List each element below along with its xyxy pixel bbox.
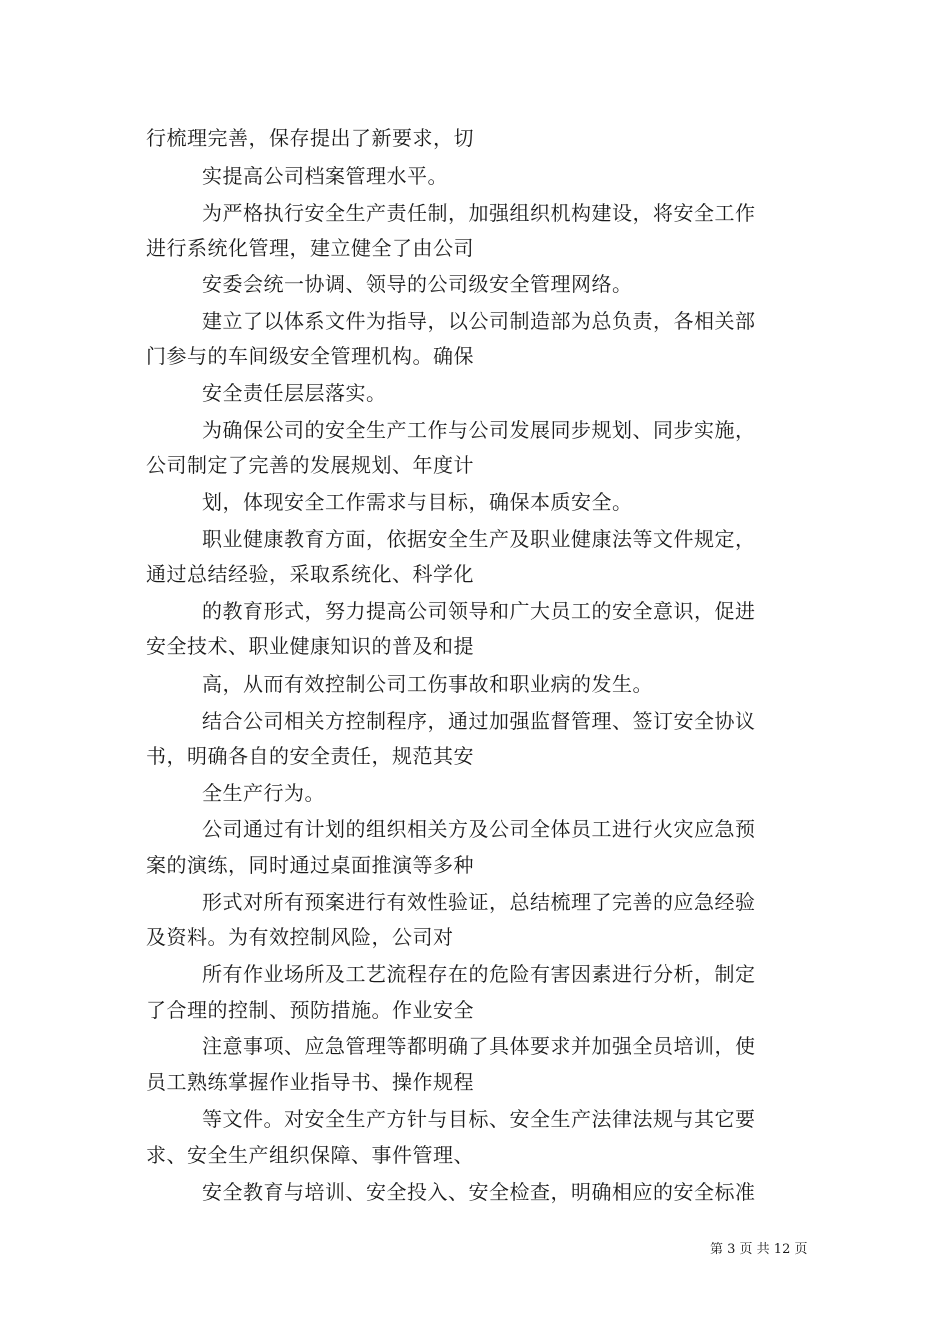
text-line-content: 所有作业场所及工艺流程存在的危险有害因素进行分析，制定 xyxy=(202,962,756,986)
text-line-content: 及资料。为有效控制风险，公司对 xyxy=(146,925,454,949)
text-line-content: 职业健康教育方面，依据安全生产及职业健康法等文件规定， xyxy=(202,527,756,551)
text-line-content: 安全教育与培训、安全投入、安全检查，明确相应的安全标准 xyxy=(202,1180,756,1204)
text-line-content: 划，体现安全工作需求与目标，确保本质安全。 xyxy=(202,490,633,514)
text-line-content: 通过总结经验，采取系统化、科学化 xyxy=(146,562,474,586)
text-line-content: 案的演练，同时通过桌面推演等多种 xyxy=(146,853,474,877)
text-line-content: 全生产行为。 xyxy=(202,781,325,805)
text-line-content: 门参与的车间级安全管理机构。确保 xyxy=(146,344,474,368)
text-line-content: 了合理的控制、预防措施。作业安全 xyxy=(146,998,474,1022)
text-line-content: 进行系统化管理，建立健全了由公司 xyxy=(146,236,474,260)
text-line-content: 为确保公司的安全生产工作与公司发展同步规划、同步实施， xyxy=(202,418,756,442)
text-line-content: 安委会统一协调、领导的公司级安全管理网络。 xyxy=(202,272,633,296)
text-line-content: 为严格执行安全生产责任制，加强组织机构建设，将安全工作 xyxy=(202,201,756,225)
text-line-content: 的教育形式，努力提高公司领导和广大员工的安全意识，促进 xyxy=(202,599,756,623)
page-number: 第 3 页 共 12 页 xyxy=(710,1242,808,1257)
text-line-content: 实提高公司档案管理水平。 xyxy=(202,164,448,188)
text-line-content: 高，从而有效控制公司工伤事故和职业病的发生。 xyxy=(202,672,653,696)
text-line-content: 结合公司相关方控制程序，通过加强监督管理、签订安全协议 xyxy=(202,709,756,733)
text-line-content: 公司通过有计划的组织相关方及公司全体员工进行火灾应急预 xyxy=(202,817,756,841)
text-line-content: 安全技术、职业健康知识的普及和提 xyxy=(146,634,474,658)
text-line-content: 等文件。对安全生产方针与目标、安全生产法律法规与其它要 xyxy=(202,1107,756,1131)
text-line-content: 注意事项、应急管理等都明确了具体要求并加强全员培训，使 xyxy=(202,1034,756,1058)
text-line-content: 行梳理完善，保存提出了新要求，切 xyxy=(146,126,474,150)
text-line-content: 员工熟练掌握作业指导书、操作规程 xyxy=(146,1070,474,1094)
text-line-content: 求、安全生产组织保障、事件管理、 xyxy=(146,1143,474,1167)
text-line-content: 建立了以体系文件为指导，以公司制造部为总负责，各相关部 xyxy=(202,309,756,333)
text-line-content: 形式对所有预案进行有效性验证，总结梳理了完善的应急经验 xyxy=(202,890,756,914)
text-line-content: 书，明确各自的安全责任，规范其安 xyxy=(146,744,474,768)
text-line-content: 安全责任层层落实。 xyxy=(202,381,387,405)
text-line-content: 公司制定了完善的发展规划、年度计 xyxy=(146,453,474,477)
